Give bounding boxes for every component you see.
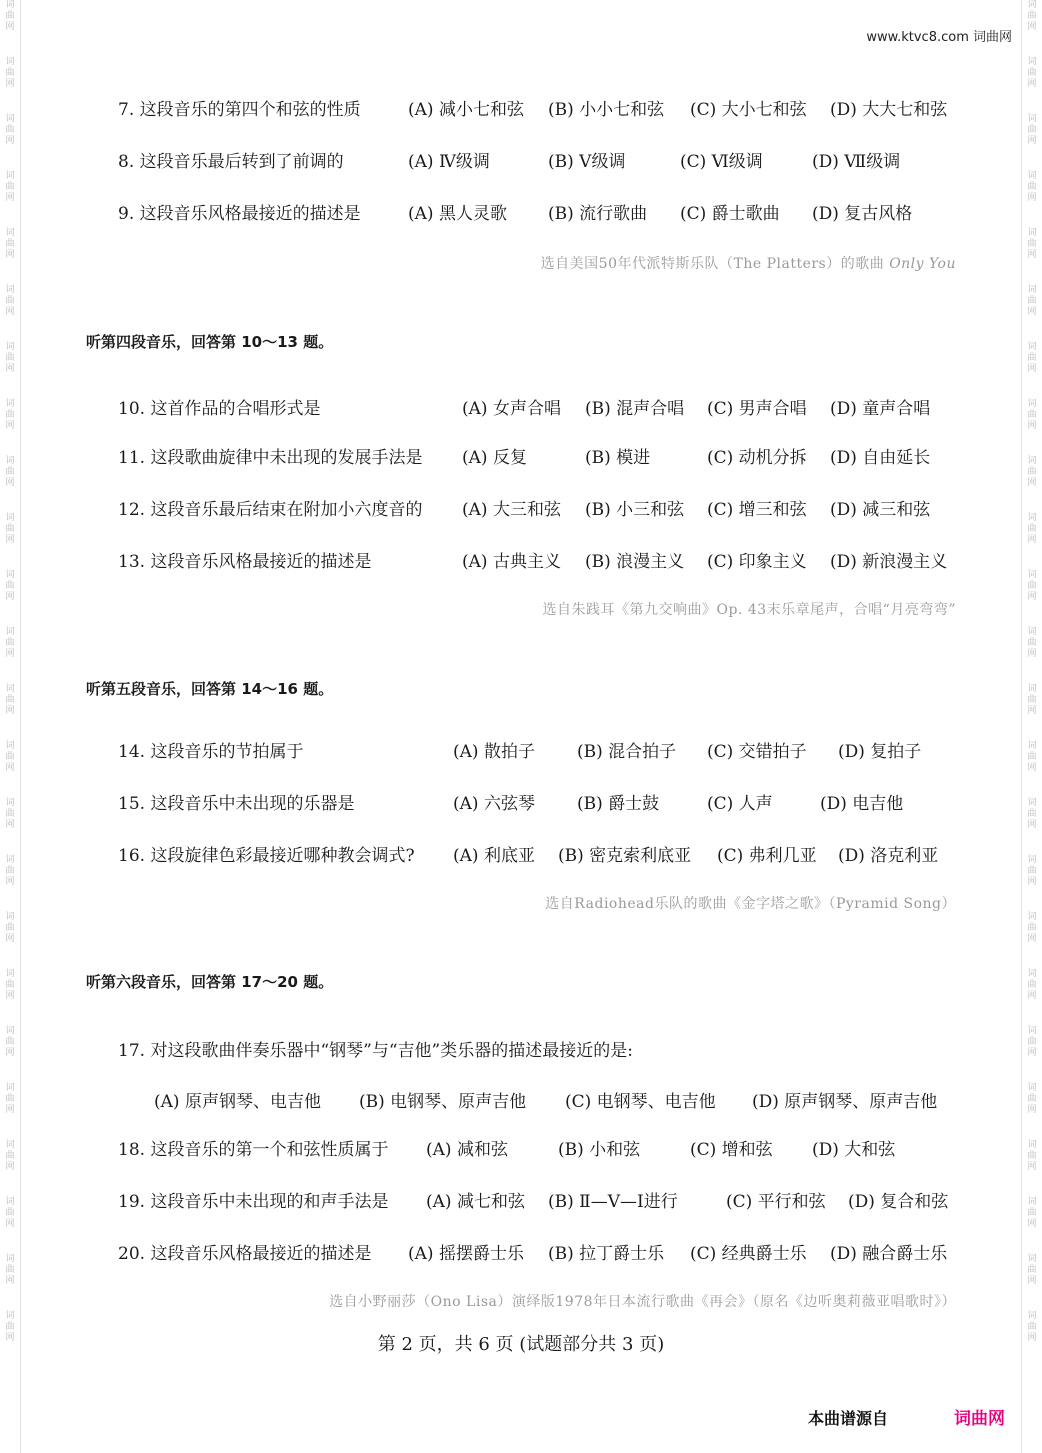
question-9-option-a: (A) 黑人灵歌 <box>408 204 507 224</box>
question-13-stem: 13. 这段音乐风格最接近的描述是 <box>118 552 372 572</box>
watermark-text: 词曲网 <box>1027 1026 1037 1058</box>
watermark-text: 词曲网 <box>5 456 15 488</box>
source-note-4: 选自小野丽莎（Ono Lisa）演绎版1978年日本流行歌曲《再会》（原名《边听奥莉薇亚唱歌时》） <box>329 1294 956 1310</box>
question-20-stem: 20. 这段音乐风格最接近的描述是 <box>118 1244 372 1264</box>
question-11-stem: 11. 这段歌曲旋律中未出现的发展手法是 <box>118 448 423 468</box>
question-16-option-c: (C) 弗利几亚 <box>717 846 817 866</box>
watermark-text: 词曲网 <box>1027 171 1037 203</box>
question-14-option-c: (C) 交错拍子 <box>707 742 807 762</box>
question-8-option-d: (D) Ⅶ级调 <box>812 152 901 172</box>
question-14-stem: 14. 这段音乐的节拍属于 <box>118 742 304 762</box>
watermark-text: 词曲网 <box>1027 285 1037 317</box>
question-8-option-b: (B) Ⅴ级调 <box>548 152 626 172</box>
question-11-option-c: (C) 动机分拆 <box>707 448 807 468</box>
question-20-option-b: (B) 拉丁爵士乐 <box>548 1244 665 1264</box>
section-4-heading: 听第四段音乐，回答第 10～13 题。 <box>86 333 334 351</box>
question-20-option-a: (A) 摇摆爵士乐 <box>408 1244 524 1264</box>
question-17-option-d: (D) 原声钢琴、原声吉他 <box>752 1092 938 1112</box>
watermark-text: 词曲网 <box>5 969 15 1001</box>
question-19-stem: 19. 这段音乐中未出现的和声手法是 <box>118 1192 389 1212</box>
question-9-option-b: (B) 流行歌曲 <box>548 204 648 224</box>
question-12-option-c: (C) 增三和弦 <box>707 500 807 520</box>
question-8-option-a: (A) Ⅳ级调 <box>408 152 490 172</box>
watermark-text: 词曲网 <box>5 513 15 545</box>
watermark-text: 词曲网 <box>1027 456 1037 488</box>
watermark-text: 词曲网 <box>1027 342 1037 374</box>
watermark-text: 词曲网 <box>1027 1254 1037 1286</box>
left-watermark-strip <box>0 0 21 1453</box>
question-7-stem: 7. 这段音乐的第四个和弦的性质 <box>118 100 361 120</box>
question-11-option-a: (A) 反复 <box>462 448 527 468</box>
watermark-text: 词曲网 <box>5 0 15 32</box>
question-17-stem: 17. 对这段歌曲伴奏乐器中“钢琴”与“吉他”类乐器的描述最接近的是: <box>118 1041 633 1061</box>
watermark-text: 词曲网 <box>5 1311 15 1343</box>
question-8-option-c: (C) Ⅵ级调 <box>680 152 763 172</box>
question-14-option-b: (B) 混合拍子 <box>577 742 677 762</box>
question-10-option-d: (D) 童声合唱 <box>830 399 931 419</box>
source-note-1 <box>541 253 956 273</box>
watermark-text: 词曲网 <box>5 1254 15 1286</box>
watermark-text: 词曲网 <box>1027 1140 1037 1172</box>
watermark-text: 词曲网 <box>5 1197 15 1229</box>
watermark-text: 词曲网 <box>1027 513 1037 545</box>
question-16-option-b: (B) 密克索利底亚 <box>558 846 692 866</box>
question-10-option-a: (A) 女声合唱 <box>462 399 561 419</box>
watermark-text: 词曲网 <box>1027 1083 1037 1115</box>
watermark-text: 词曲网 <box>1027 1197 1037 1229</box>
question-15-option-c: (C) 人声 <box>707 794 773 814</box>
question-13-option-d: (D) 新浪漫主义 <box>830 552 948 572</box>
watermark-text: 词曲网 <box>5 285 15 317</box>
question-18-option-b: (B) 小和弦 <box>558 1140 641 1160</box>
question-15-option-d: (D) 电吉他 <box>820 794 904 814</box>
watermark-text: 词曲网 <box>1027 114 1037 146</box>
section-6-heading: 听第六段音乐，回答第 17～20 题。 <box>86 973 334 991</box>
question-9-option-d: (D) 复古风格 <box>812 204 913 224</box>
watermark-text: 词曲网 <box>5 57 15 89</box>
question-19-option-d: (D) 复合和弦 <box>848 1192 949 1212</box>
question-11-option-b: (B) 模进 <box>585 448 651 468</box>
watermark-text: 词曲网 <box>5 741 15 773</box>
watermark-text: 词曲网 <box>1027 855 1037 887</box>
watermark-text: 词曲网 <box>1027 969 1037 1001</box>
question-7-option-d: (D) 大大七和弦 <box>830 100 948 120</box>
watermark-text: 词曲网 <box>1027 912 1037 944</box>
watermark-text: 词曲网 <box>5 1140 15 1172</box>
question-13-option-c: (C) 印象主义 <box>707 552 807 572</box>
question-17-option-c: (C) 电钢琴、电吉他 <box>565 1092 716 1112</box>
footer-source-label: 本曲谱源自 <box>808 1409 889 1428</box>
question-11-option-d: (D) 自由延长 <box>830 448 931 468</box>
watermark-text: 词曲网 <box>5 228 15 260</box>
question-12-option-d: (D) 减三和弦 <box>830 500 931 520</box>
watermark-text: 词曲网 <box>5 798 15 830</box>
question-20-option-d: (D) 融合爵士乐 <box>830 1244 948 1264</box>
watermark-text: 词曲网 <box>1027 684 1037 716</box>
question-10-option-c: (C) 男声合唱 <box>707 399 807 419</box>
watermark-text: 词曲网 <box>1027 741 1037 773</box>
watermark-text: 词曲网 <box>1027 399 1037 431</box>
watermark-text: 词曲网 <box>5 912 15 944</box>
question-7-option-a: (A) 减小七和弦 <box>408 100 524 120</box>
question-13-option-a: (A) 古典主义 <box>462 552 561 572</box>
source-note-1-text: 选自美国50年代派特斯乐队（The Platters）的歌曲 <box>540 256 885 272</box>
question-18-option-d: (D) 大和弦 <box>812 1140 896 1160</box>
watermark-text: 词曲网 <box>5 570 15 602</box>
watermark-text: 词曲网 <box>1027 627 1037 659</box>
question-15-option-b: (B) 爵士鼓 <box>577 794 660 814</box>
question-16-option-a: (A) 利底亚 <box>453 846 535 866</box>
question-10-option-b: (B) 混声合唱 <box>585 399 685 419</box>
question-12-option-a: (A) 大三和弦 <box>462 500 561 520</box>
question-20-option-c: (C) 经典爵士乐 <box>690 1244 807 1264</box>
question-17-option-a: (A) 原声钢琴、电吉他 <box>154 1092 321 1112</box>
question-9-option-c: (C) 爵士歌曲 <box>680 204 780 224</box>
question-13-option-b: (B) 浪漫主义 <box>585 552 685 572</box>
source-note-2: 选自朱践耳《第九交响曲》Op. 43末乐章尾声，合唱“月亮弯弯” <box>542 602 956 618</box>
watermark-text: 词曲网 <box>1027 0 1037 32</box>
watermark-text: 词曲网 <box>5 399 15 431</box>
question-14-option-a: (A) 散拍子 <box>453 742 535 762</box>
watermark-text: 词曲网 <box>5 855 15 887</box>
question-18-option-c: (C) 增和弦 <box>690 1140 773 1160</box>
question-14-option-d: (D) 复拍子 <box>838 742 922 762</box>
right-watermark-strip <box>1021 0 1042 1453</box>
watermark-text: 词曲网 <box>1027 798 1037 830</box>
question-7-option-c: (C) 大小七和弦 <box>690 100 807 120</box>
question-8-stem: 8. 这段音乐最后转到了前调的 <box>118 152 344 172</box>
question-15-option-a: (A) 六弦琴 <box>453 794 535 814</box>
question-15-stem: 15. 这段音乐中未出现的乐器是 <box>118 794 355 814</box>
watermark-text: 词曲网 <box>1027 1311 1037 1343</box>
question-19-option-a: (A) 减七和弦 <box>426 1192 525 1212</box>
watermark-text: 词曲网 <box>5 114 15 146</box>
question-12-stem: 12. 这段音乐最后结束在附加小六度音的 <box>118 500 423 520</box>
question-19-option-c: (C) 平行和弦 <box>726 1192 826 1212</box>
watermark-text: 词曲网 <box>1027 57 1037 89</box>
question-19-option-b: (B) Ⅱ—Ⅴ—Ⅰ进行 <box>548 1192 678 1212</box>
watermark-text: 词曲网 <box>1027 228 1037 260</box>
question-7-option-b: (B) 小小七和弦 <box>548 100 665 120</box>
question-17-option-b: (B) 电钢琴、原声吉他 <box>359 1092 527 1112</box>
watermark-text: 词曲网 <box>5 342 15 374</box>
question-18-option-a: (A) 减和弦 <box>426 1140 508 1160</box>
source-note-3: 选自Radiohead乐队的歌曲《金字塔之歌》（Pyramid Song） <box>545 896 956 912</box>
watermark-text: 词曲网 <box>5 1083 15 1115</box>
question-16-option-d: (D) 洛克利亚 <box>838 846 939 866</box>
section-5-heading: 听第五段音乐，回答第 14～16 题。 <box>86 680 334 698</box>
site-header: www.ktvc8.com 词曲网 <box>866 30 1012 45</box>
question-9-stem: 9. 这段音乐风格最接近的描述是 <box>118 204 361 224</box>
watermark-text: 词曲网 <box>5 171 15 203</box>
source-note-1-title: Only You <box>889 256 956 272</box>
page-number: 第 2 页，共 6 页 (试题部分共 3 页) <box>377 1334 665 1355</box>
watermark-text: 词曲网 <box>1027 570 1037 602</box>
question-10-stem: 10. 这首作品的合唱形式是 <box>118 399 321 419</box>
footer-brand-link[interactable]: 词曲网 <box>954 1409 1005 1429</box>
question-18-stem: 18. 这段音乐的第一个和弦性质属于 <box>118 1140 389 1160</box>
watermark-text: 词曲网 <box>5 684 15 716</box>
watermark-text: 词曲网 <box>5 627 15 659</box>
question-16-stem: 16. 这段旋律色彩最接近哪种教会调式? <box>118 846 415 866</box>
question-12-option-b: (B) 小三和弦 <box>585 500 685 520</box>
watermark-text: 词曲网 <box>5 1026 15 1058</box>
